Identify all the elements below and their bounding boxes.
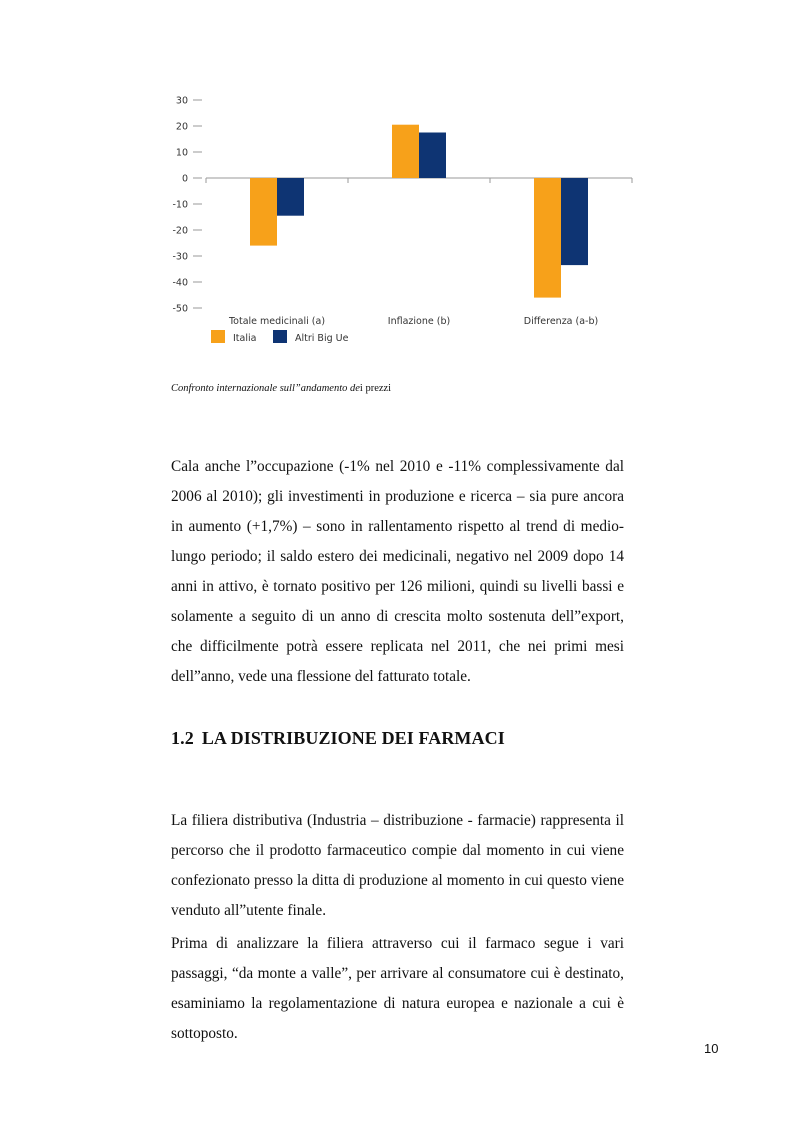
bar-altri-big-ue (277, 178, 304, 216)
y-tick-label: 0 (181, 173, 188, 185)
y-tick-label: -10 (172, 199, 188, 211)
y-tick-label: 10 (175, 147, 188, 159)
page-number: 10 (704, 1041, 719, 1056)
paragraph-employment: Cala anche l”occupazione (-1% nel 2010 e -11% complessivamente dal 2006 al 2010); gli investimenti in produzione e ricerca – sia pure ancora in aumento (+1,7%) – sono in rallentamento rispetto al trend di medio-lungo periodo; il saldo estero dei medicinali, negativo nel 2009 dopo 14 anni in attivo, è tornato positivo per 126 milioni, quindi su livelli bassi e solamente a seguito di un anno di crescita molto sostenuta dell”export, che difficilmente potrà essere replicata nel 2011, che nei primi mesi dell”anno, vede una flessione del fatturato totale. (171, 458, 624, 685)
legend-label: Italia (233, 333, 257, 344)
section-heading (171, 728, 505, 749)
paragraph-supply-chain: La filiera distributiva (Industria – distribuzione - farmacie) rappresenta il percorso che il prodotto farmaceutico compie dal momento in cui viene confezionato presso la ditta di produzione al momento in cui questo viene venduto all”utente finale. (171, 812, 624, 919)
bar-italia (534, 178, 561, 298)
category-label: Inflazione (b) (387, 316, 451, 327)
category-label: Totale medicinali (a) (228, 316, 326, 327)
legend-label: Altri Big Ue (295, 333, 349, 344)
bar-italia (392, 125, 419, 178)
paragraph-regulation: Prima di analizzare la filiera attraverso cui il farmaco segue i vari passaggi, “da monte a valle”, per arrivare al consumatore cui è destinato, esaminiamo la regolamentazione di natura europea e nazionale a cui è sottoposto. (171, 935, 624, 1042)
bar-chart (150, 85, 650, 360)
y-tick-label: -30 (172, 251, 188, 263)
y-tick-label: 20 (175, 121, 188, 133)
y-tick-label: -40 (172, 277, 188, 289)
legend-swatch (211, 330, 225, 343)
figure-caption-italic: Confronto internazionale sull”andamento de (171, 383, 360, 394)
figure-caption-plain: i prezzi (359, 383, 392, 394)
bar-italia (250, 178, 277, 246)
y-tick-label: -50 (172, 303, 188, 315)
section-title: LA DISTRIBUZIONE DEI FARMACI (201, 728, 505, 748)
category-label: Differenza (a-b) (523, 316, 599, 327)
y-tick-label: 30 (175, 95, 188, 107)
legend-swatch (273, 330, 287, 343)
bar-altri-big-ue (561, 178, 588, 265)
bar-altri-big-ue (419, 133, 446, 179)
figure-caption (171, 383, 391, 394)
y-tick-label: -20 (172, 225, 188, 237)
section-number: 1.2 (171, 728, 194, 748)
